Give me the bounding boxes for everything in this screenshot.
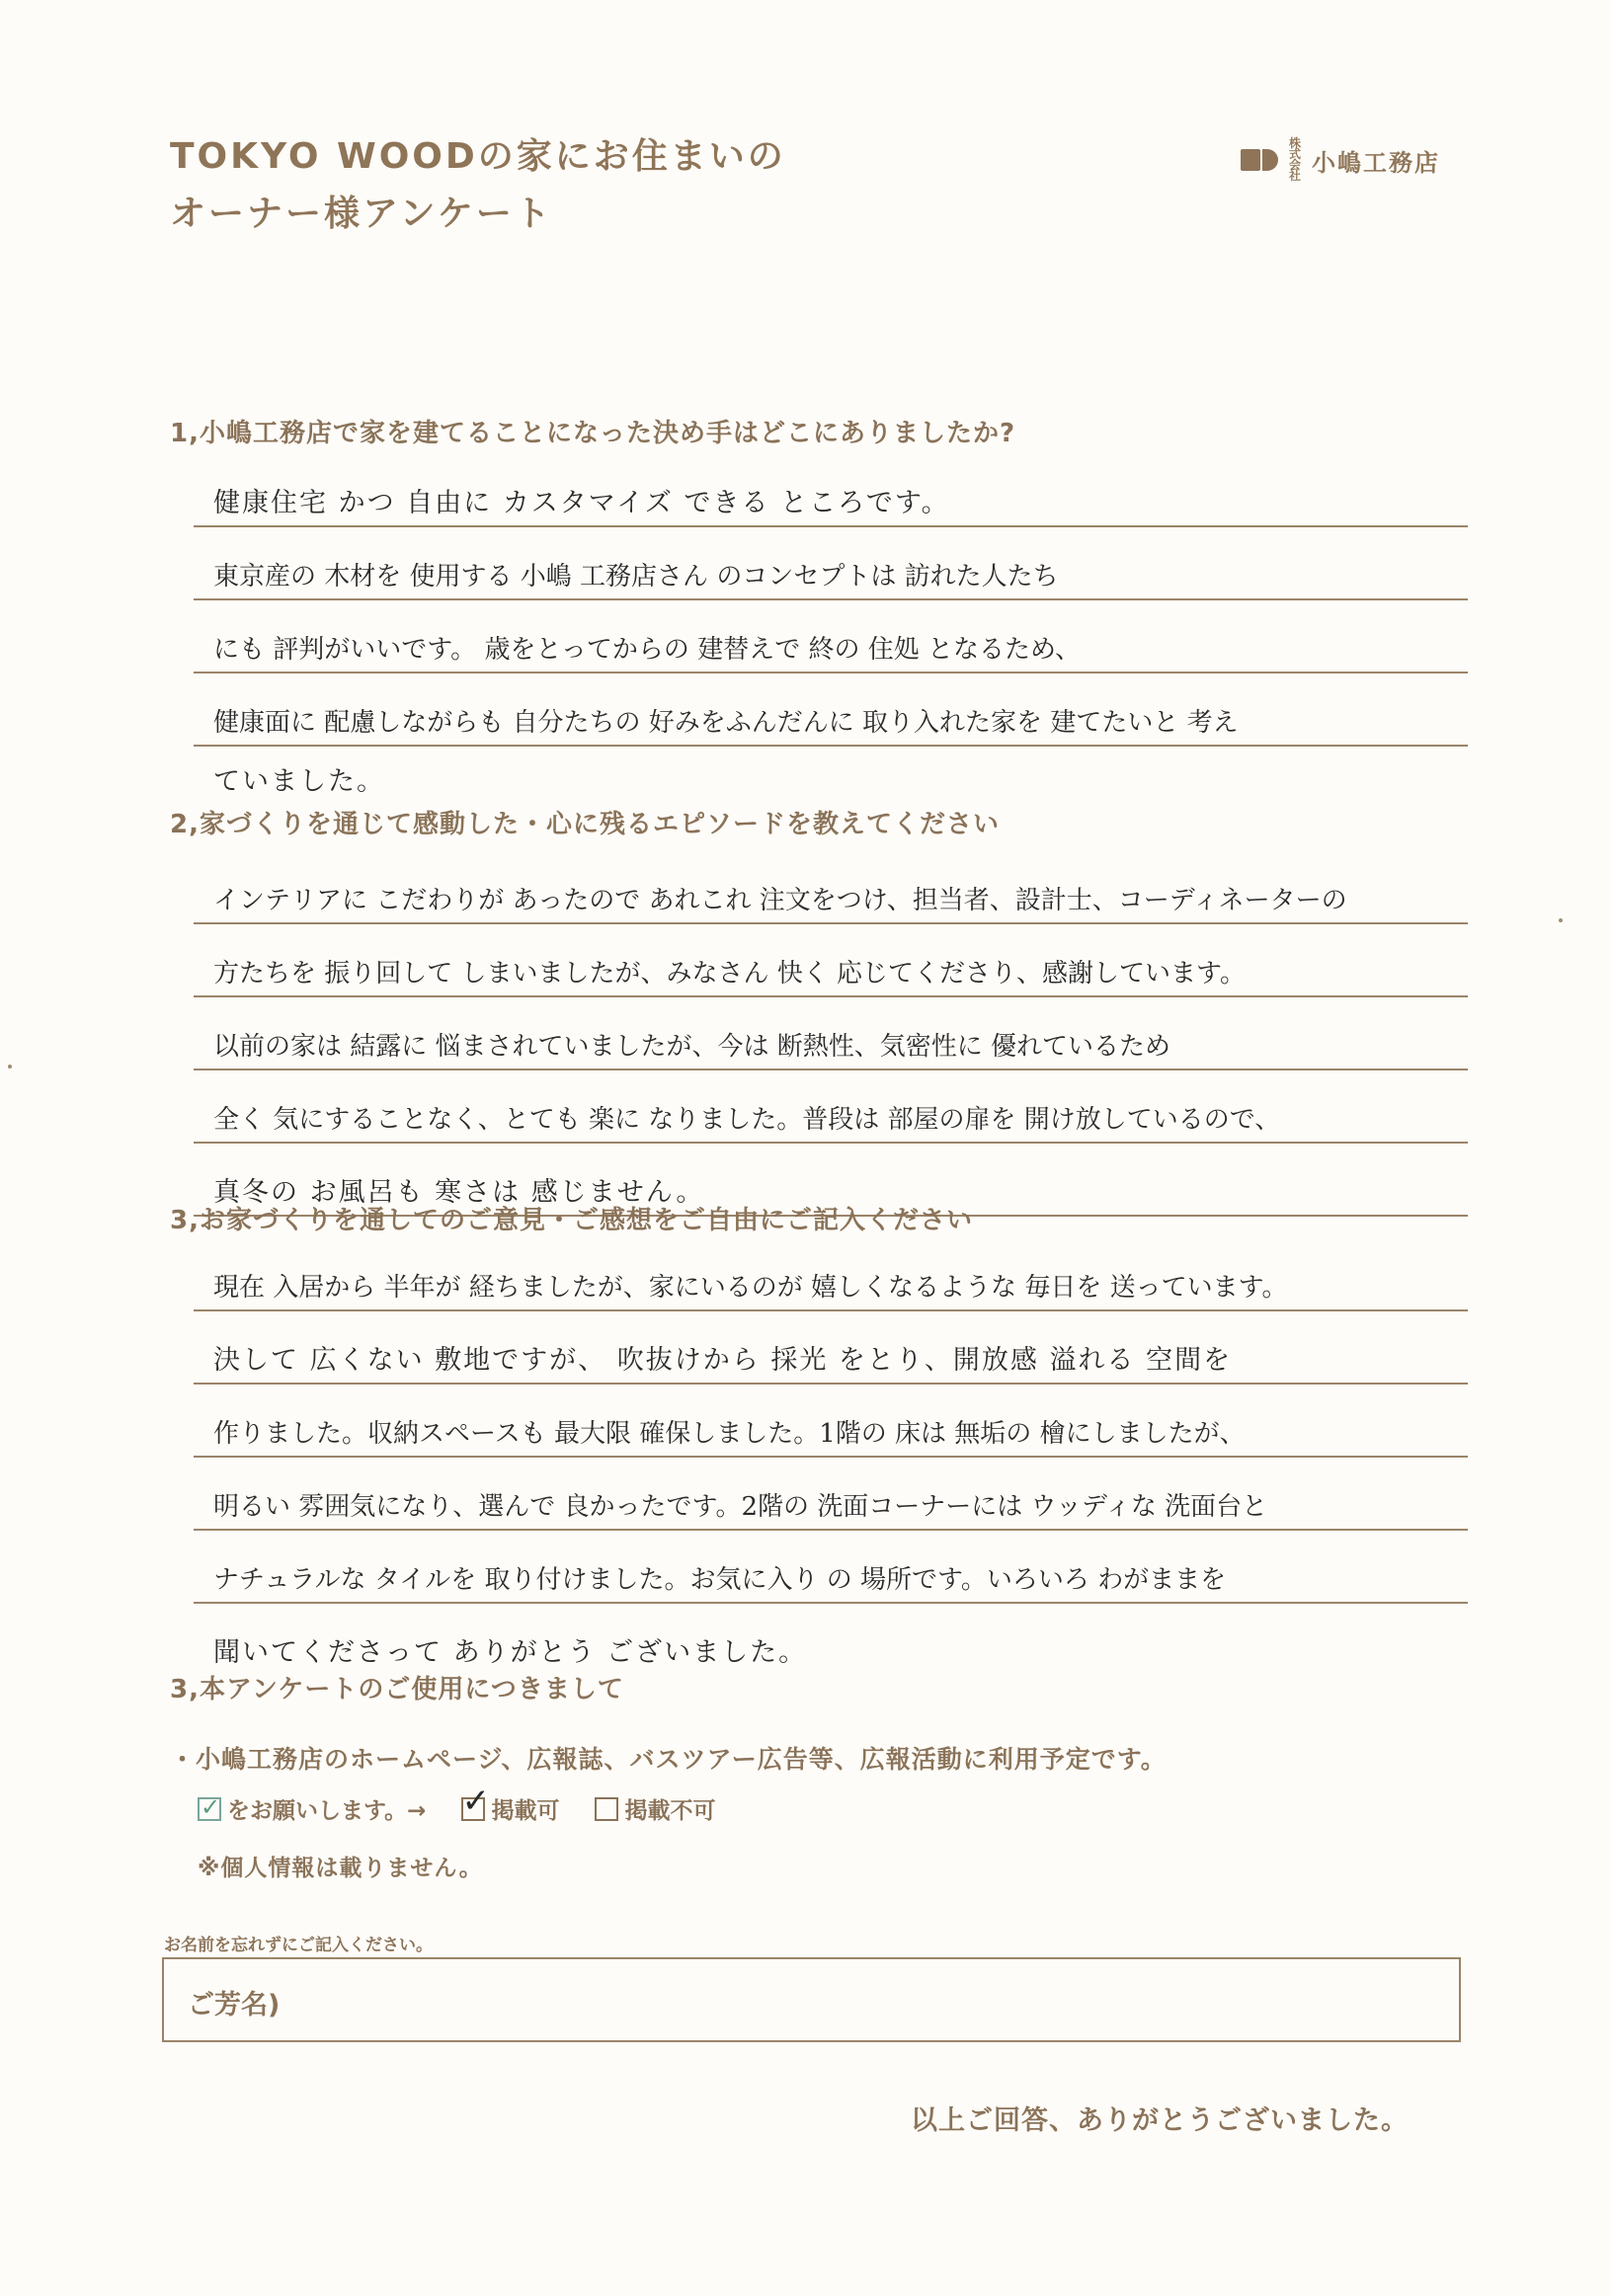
handwritten-text: ていました。 [213, 766, 385, 797]
logo-company-type: 株式会社 [1288, 136, 1301, 183]
handwritten-text: 東京産の 木材を 使用する 小嶋 工務店さん のコンセプトは 訪れた人たち [213, 562, 1059, 592]
answer-2[interactable] [194, 851, 1468, 1217]
privacy-note: ※個人情報は載りません。 [198, 1856, 483, 1881]
name-field[interactable] [162, 1957, 1461, 2042]
logo-company-name: 小嶋工務店 [1312, 148, 1440, 177]
name-reminder: お名前を忘れずにご記入ください。 [164, 1936, 433, 1955]
answer-line [194, 1531, 1468, 1604]
handwritten-text: 以前の家は 結露に 悩まされていましたが、今は 断熱性、気密性に 優れているため [213, 1032, 1171, 1062]
scan-speck [8, 1065, 12, 1069]
answer-line [194, 997, 1468, 1070]
answer-line [194, 454, 1468, 527]
consent-checkbox[interactable] [198, 1792, 221, 1821]
page-title [170, 128, 786, 243]
handwritten-text: 健康面に 配慮しながらも 自分たちの 好みをふんだんに 取り入れた家を 建てたいと 考え [213, 708, 1239, 738]
answer-line [194, 527, 1468, 600]
answer-line [194, 1604, 1468, 1675]
handwritten-text: インテリアに こだわりが あったので あれこれ 注文をつけ、担当者、設計士、コーディネーターの [213, 886, 1347, 915]
publish-ok-label: 掲載可 [491, 1798, 560, 1824]
title-line-2: オーナー様アンケート [170, 194, 553, 234]
consent-prefix-text: をお願いします。→ [227, 1798, 427, 1824]
handwritten-text: 決して 広くない 敷地ですが、 吹抜けから 採光 をとり、開放感 溢れる 空間を [213, 1345, 1233, 1376]
answer-line [194, 1458, 1468, 1531]
answer-line [194, 1070, 1468, 1144]
question-1-label: 1,小嶋工務店で家を建てることになった決め手はどこにありましたか? [170, 419, 1016, 448]
handwritten-text: 方たちを 振り回して しまいましたが、みなさん 快く 応じてくださり、感謝しています。 [213, 959, 1246, 989]
publish-ng-label: 掲載不可 [624, 1798, 716, 1824]
scan-speck [1559, 918, 1563, 922]
check-icon: ✓ [461, 1781, 490, 1821]
answer-line [194, 1238, 1468, 1311]
consent-row [198, 1781, 716, 1825]
publish-ok-checkbox[interactable] [461, 1781, 490, 1821]
answer-line [194, 600, 1468, 673]
handwritten-text: 作りました。収納スペースも 最大限 確保しました。1階の 床は 無垢の 檜にしましたが、 [213, 1419, 1246, 1449]
check-icon: ✓ [201, 1792, 221, 1821]
answer-line [194, 1311, 1468, 1385]
answer-line [194, 924, 1468, 997]
question-2-label: 2,家づくりを通じて感動した・心に残るエピソードを教えてください [170, 810, 1000, 839]
logo-mark-icon [1241, 149, 1278, 171]
handwritten-text: ナチュラルな タイルを 取り付けました。お気に入り の 場所です。いろいろ わがままを [213, 1565, 1227, 1595]
handwritten-text: 健康住宅 かつ 自由に カスタマイズ できる ところです。 [213, 488, 950, 518]
handwritten-text: 聞いてくださって ありがとう ございました。 [213, 1637, 808, 1668]
handwritten-text: 現在 入居から 半年が 経ちましたが、家にいるのが 嬉しくなるような 毎日を 送っています。 [213, 1273, 1288, 1303]
answer-1[interactable] [194, 454, 1468, 804]
usage-heading: 3,本アンケートのご使用につきまして [170, 1675, 624, 1704]
name-label: ご芳名) [188, 1990, 281, 2020]
answer-line [194, 747, 1468, 804]
company-logo [1241, 138, 1440, 182]
publish-ng-checkbox[interactable] [595, 1797, 618, 1821]
handwritten-text: 真冬の お風呂も 寒さは 感じません。 [213, 1177, 705, 1208]
answer-line [194, 673, 1468, 747]
handwritten-text: にも 評判がいいです。 歳をとってからの 建替えで 終の 住処 となるため、 [213, 635, 1081, 665]
closing-message: 以上ご回答、ありがとうございました。 [911, 2105, 1409, 2136]
answer-line [194, 1385, 1468, 1458]
answer-line [194, 851, 1468, 924]
question-3-label: 3,お家づくりを通してのご意見・ご感想をご自由にご記入ください [170, 1206, 973, 1235]
handwritten-text: 明るい 雰囲気になり、選んで 良かったです。2階の 洗面コーナーには ウッディな 洗面台と [213, 1492, 1268, 1522]
title-line-1: TOKYO WOODの家にお住まいの [170, 136, 786, 177]
usage-bullet: ・小嶋工務店のホームページ、広報誌、バスツアー広告等、広報活動に利用予定です。 [170, 1745, 1167, 1774]
handwritten-text: 全く 気にすることなく、とても 楽に なりました。普段は 部屋の扉を 開け放しているので、 [213, 1105, 1281, 1135]
answer-3[interactable] [194, 1238, 1468, 1675]
